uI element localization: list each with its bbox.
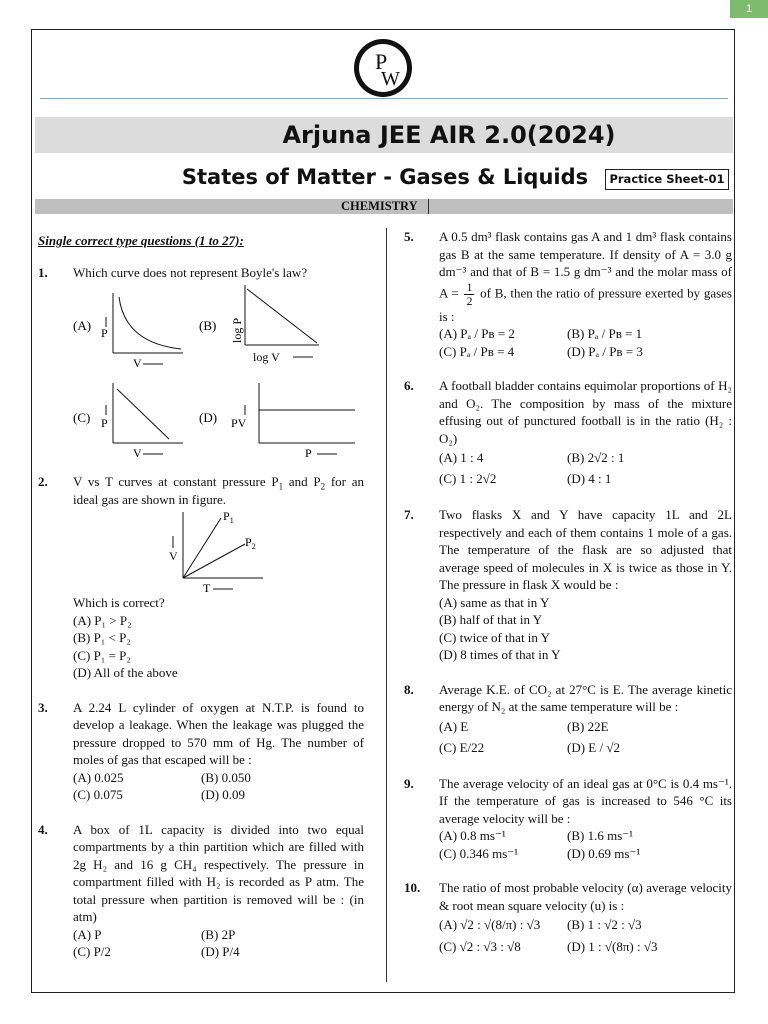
fraction-half: $\frac{1}{2}$: [466, 279, 473, 308]
option-c[interactable]: (C) twice of that in Y: [439, 629, 551, 645]
left-column: [38, 228, 364, 961]
question-number: 9.: [404, 775, 414, 791]
option-d[interactable]: (D) E / √2: [567, 739, 620, 755]
question-text: V vs T curves at constant pressure $P_1$ and $P_2$ for an ideal gas are shown in figure.: [73, 474, 364, 507]
question-text: A box of 1L capacity is divided into two equal compartments by a thin partition which are filled with 2g H₂ and 16 g CH₄ respectively. The pressure in compartment filled with H₂ is recorded as P atm. The total pressure when partition is removed will be : (in atm): [73, 821, 364, 924]
question-text: Which curve does not represent Boyle's law?: [73, 264, 308, 280]
vt-label-p2: $P_2$: [245, 535, 256, 551]
question-ask: Which is correct?: [73, 595, 165, 610]
graph-a-xlabel: V: [133, 356, 142, 370]
column-divider: [386, 228, 387, 982]
pw-logo: [353, 38, 413, 98]
option-c[interactable]: (C) P/2: [73, 944, 111, 959]
page-title: Arjuna JEE AIR 2.0(2024): [282, 121, 616, 149]
question-number: 10.: [404, 880, 421, 895]
graph-c-line: [117, 389, 169, 439]
option-a[interactable]: (A) 1 : 4: [439, 450, 484, 465]
option-b[interactable]: (B) 22E: [567, 718, 609, 734]
question-8: [404, 681, 732, 758]
option-c[interactable]: (C) Pₐ / Pʙ = 4: [439, 343, 515, 359]
option-b[interactable]: (B) P₁ < P₂: [73, 630, 131, 645]
vt-ylabel: V: [169, 549, 178, 563]
question-text: Average K.E. of CO₂ at 27°C is E. The average kinetic energy of N₂ at the same temperature will be :: [439, 681, 732, 714]
question-2: [38, 473, 364, 682]
question-text: A football bladder contains equimolar proportions of H₂ and O₂. The composition by mass of the mixture effusing out of punctured football is in the ratio (H₂ : O₂): [439, 378, 732, 446]
label-a: (A): [73, 318, 92, 333]
logo-letter-p: P: [375, 49, 388, 74]
graph-d-ylabel: PV: [231, 416, 247, 430]
question-number: 7.: [404, 507, 414, 522]
option-d[interactable]: (D) All of the above: [73, 665, 178, 680]
option-a[interactable]: (A) same as that in Y: [439, 594, 550, 610]
question-text: A 2.24 L cylinder of oxygen at N.T.P. is found to develop a leakage. When the leakage was plugged the pressure dropped to 570 mm of Hg. The number of moles of gas that escaped will be :: [73, 699, 364, 767]
option-c[interactable]: (C) 1 : 2√2: [439, 471, 497, 486]
question-number: 6.: [404, 378, 414, 393]
option-d[interactable]: (D) 4 : 1: [567, 471, 612, 486]
question-7: [404, 506, 732, 664]
right-column: [404, 228, 732, 958]
sheet-label: Practice Sheet-01: [605, 169, 729, 190]
option-a[interactable]: (A) 0.8 ms⁻¹: [439, 828, 506, 843]
graph-b-ylabel: log P: [230, 317, 244, 343]
option-d[interactable]: (D) Pₐ / Pʙ = 3: [567, 343, 643, 359]
option-a[interactable]: (A) P₁ > P₂: [73, 612, 132, 628]
header-rule: [40, 98, 728, 99]
vt-line-p1: [183, 518, 221, 578]
graph-c-ylabel: P: [101, 416, 108, 430]
question-number: 5.: [404, 229, 414, 244]
option-b[interactable]: (B) 1.6 ms⁻¹: [567, 828, 634, 843]
option-a[interactable]: (A) √2 : √(8/π) : √3: [439, 917, 541, 932]
graph-a-ylabel: P: [101, 326, 108, 340]
question-number: 2.: [38, 474, 48, 489]
option-d[interactable]: (D) P/4: [201, 944, 240, 959]
option-c[interactable]: (C) P₁ = P₂: [73, 647, 131, 663]
subject-separator: [428, 199, 429, 214]
question-3: [38, 699, 364, 804]
option-b[interactable]: (B) Pₐ / Pʙ = 1: [567, 326, 643, 341]
page-number: 1: [730, 0, 768, 18]
graph-a-curve: [119, 297, 181, 349]
option-d[interactable]: (D) 0.09: [201, 787, 246, 802]
graph-b-line: [247, 289, 317, 343]
option-b[interactable]: (B) 0.050: [201, 769, 251, 785]
logo-letter-w: W: [381, 68, 400, 90]
option-b[interactable]: (B) 1 : √2 : √3: [567, 917, 642, 932]
question-number: 1.: [38, 264, 48, 280]
question-number: 8.: [404, 681, 414, 697]
option-c[interactable]: (C) 0.075: [73, 787, 123, 802]
chapter-title: States of Matter - Gases & Liquids: [181, 165, 589, 189]
option-b[interactable]: (B) 2√2 : 1: [567, 450, 625, 465]
option-a[interactable]: (A) P: [73, 926, 102, 942]
option-d[interactable]: (D) 1 : √(8π) : √3: [567, 939, 658, 954]
question-text: Two flasks X and Y have capacity 1L and 2L respectively and each of them contains 1 mole of a gas. The temperature of the flask are so adjusted that average speed of molecules in X is twice as those in Y. The pressure in flask X would be :: [439, 507, 732, 592]
section-heading: Single correct type questions (1 to 27):: [38, 233, 244, 248]
option-c[interactable]: (C) √2 : √3 : √8: [439, 939, 521, 954]
label-b: (B): [199, 318, 217, 333]
question-4: [38, 821, 364, 961]
graph-b-xlabel: log V: [253, 350, 280, 364]
question-number: 3.: [38, 699, 48, 715]
question-9: [404, 775, 732, 863]
question-10: [404, 879, 732, 958]
option-c[interactable]: (C) 0.346 ms⁻¹: [439, 845, 519, 861]
option-c[interactable]: (C) E/22: [439, 739, 485, 755]
vt-xlabel: T: [203, 581, 211, 594]
option-b[interactable]: (B) 2P: [201, 926, 236, 942]
graph-c-xlabel: V: [133, 446, 142, 460]
boyle-graphs: [73, 285, 365, 465]
question-6: [404, 377, 732, 489]
question-text: A 0.5 dm³ flask contains gas A and 1 dm³ flask contains gas B at the same temperature. If density of A = 3.0 g dm⁻³ and that of B = 1.5 g dm⁻³ and the molar mass of A = $\frac{1}{2}$ of B, then the ratio of pressure exerted by gases is :: [439, 229, 732, 324]
option-a[interactable]: (A) E: [439, 718, 469, 734]
vt-label-p1: $P_1$: [223, 509, 234, 525]
question-1: [38, 264, 364, 466]
question-text: The average velocity of an ideal gas at 0°C is 0.4 ms⁻¹. If the temperature of gas is increased to 546 °C its average velocity will be :: [439, 775, 732, 826]
vt-line-p2: [183, 544, 245, 578]
label-d: (D): [199, 410, 218, 425]
question-number: 4.: [38, 821, 48, 837]
label-c: (C): [73, 410, 91, 425]
option-b[interactable]: (B) half of that in Y: [439, 612, 543, 627]
option-a[interactable]: (A) Pₐ / Pʙ = 2: [439, 326, 515, 341]
question-text: The ratio of most probable velocity (α) average velocity & root mean square velocity (u) is :: [439, 880, 732, 913]
option-d[interactable]: (D) 8 times of that in Y: [439, 647, 561, 662]
option-d[interactable]: (D) 0.69 ms⁻¹: [567, 845, 641, 861]
vt-graph: [123, 508, 413, 594]
option-a[interactable]: (A) 0.025: [73, 769, 124, 785]
question-5: [404, 228, 732, 360]
subject-label: CHEMISTRY: [341, 199, 418, 213]
graph-d-xlabel: P: [305, 446, 312, 460]
